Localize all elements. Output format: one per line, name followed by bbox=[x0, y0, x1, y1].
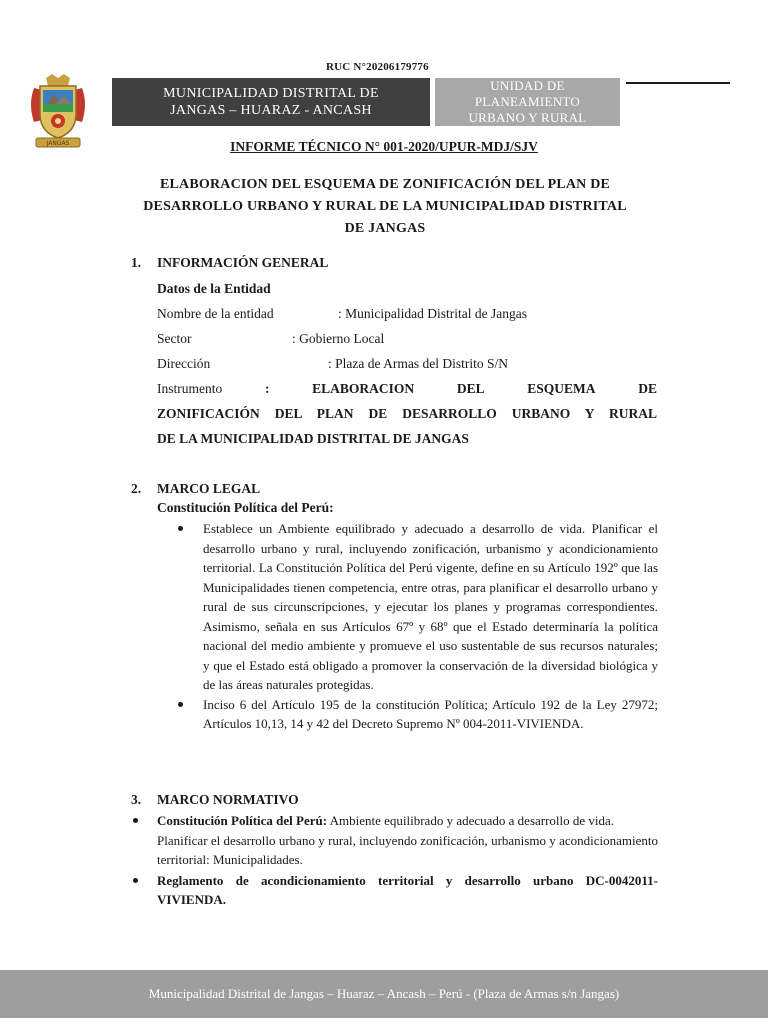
field-value-address: : Plaza de Armas del Distrito S/N bbox=[328, 356, 508, 371]
instrument-field: Instrumento : ELABORACION DEL ESQUEMA DE bbox=[157, 381, 657, 396]
section2-subtitle: Constitución Política del Perú: bbox=[157, 500, 334, 515]
logo-banner-text: JANGAS bbox=[46, 140, 70, 147]
entity-header-box bbox=[112, 78, 430, 126]
field-label-address: Dirección bbox=[157, 356, 211, 371]
section1-subtitle: Datos de la Entidad bbox=[157, 281, 271, 296]
section1-title: INFORMACIÓN GENERAL bbox=[157, 255, 329, 270]
field-value-sector: : Gobierno Local bbox=[292, 331, 385, 346]
entity-name-line2: JANGAS – HUARAZ - ANCASH bbox=[170, 103, 372, 118]
instrument-line2: ZONIFICACIÓN DEL PLAN DE DESARROLLO URBANO Y RURAL bbox=[157, 406, 657, 421]
entity-name-line1: MUNICIPALIDAD DISTRITAL DE bbox=[163, 86, 379, 101]
field-label-instrument: Instrumento bbox=[157, 381, 223, 396]
section2-number: 2. bbox=[131, 481, 142, 496]
section3-number: 3. bbox=[131, 792, 142, 807]
list-item: Reglamento de acondicionamiento territorial y desarrollo urbano DC-0042011-VIVIENDA. bbox=[131, 871, 658, 910]
instrument-line3: DE LA MUNICIPALIDAD DISTRITAL DE JANGAS bbox=[157, 431, 469, 446]
list-item: Constitución Política del Perú: Ambiente equilibrado y adecuado a desarrollo de vida. Planificar el desarrollo urbano y rural, incluyendo zonificación, urbanismo y acondicionamiento territorial: Municipalidades. bbox=[131, 811, 658, 870]
unit-name-line1: UNIDAD DE bbox=[490, 78, 565, 93]
list-item: Inciso 6 del Artículo 195 de la constitución Política; Artículo 192 de la Ley 27972; Artículos 10,13, 14 y 42 del Decreto Supremo Nº 004-2011-VIVIENDA. bbox=[175, 695, 658, 734]
field-label-sector: Sector bbox=[157, 331, 192, 346]
field-label-entity: Nombre de la entidad bbox=[157, 306, 274, 321]
instrument-colon: : bbox=[264, 381, 270, 396]
page-footer: Municipalidad Distrital de Jangas – Huaraz – Ancash – Perú - (Plaza de Armas s/n Jangas) bbox=[0, 970, 768, 1018]
unit-name-line3: URBANO Y RURAL bbox=[468, 110, 587, 125]
normative-list bbox=[131, 811, 658, 910]
bullet-dot-icon bbox=[133, 878, 138, 883]
bullet-dot-icon bbox=[133, 818, 138, 823]
list-item: Establece un Ambiente equilibrado y adecuado a desarrollo de vida. Planificar el desarrollo urbano y rural, incluyendo zonificación, urbanismo y acondicionamiento territorial. La Constitución Política del Perú vigente, define en su Artículo 192º que las Municipalidades tienen competencia, entre otras, para planificar el desarrollo urbano y rural de sus circunscripciones, y ejecutar los planes y programas correspondientes. Asimismo, señala en sus Artículos 67º y 68º que el Estado determinaría la política nacional del medio ambiente y promueve el uso sustentable de sus recursos naturales; y que el Estado está obligado a promover la conservación de la diversidad biológica y de las áreas naturales protegidas. bbox=[175, 519, 658, 695]
unit-name-line2: PLANEAMIENTO bbox=[474, 94, 581, 109]
report-title: INFORME TÉCNICO N° 001-2020/UPUR-MDJ/SJV bbox=[230, 139, 538, 154]
header-divider-line bbox=[626, 82, 730, 84]
field-value-entity: : Municipalidad Distrital de Jangas bbox=[338, 306, 527, 321]
unit-header-box bbox=[435, 78, 620, 126]
section1-number: 1. bbox=[131, 255, 142, 270]
legal-bullet-list bbox=[175, 519, 658, 734]
section2-title: MARCO LEGAL bbox=[157, 481, 261, 496]
ruc-number: RUC N°20206179776 bbox=[326, 61, 429, 73]
section3-title: MARCO NORMATIVO bbox=[157, 792, 299, 807]
report-subject: ELABORACION DEL ESQUEMA DE ZONIFICACIÓN DEL PLAN DE DESARROLLO URBANO Y RURAL DE LA MUNICIPALIDAD DISTRITAL DE JANGAS bbox=[143, 177, 627, 236]
